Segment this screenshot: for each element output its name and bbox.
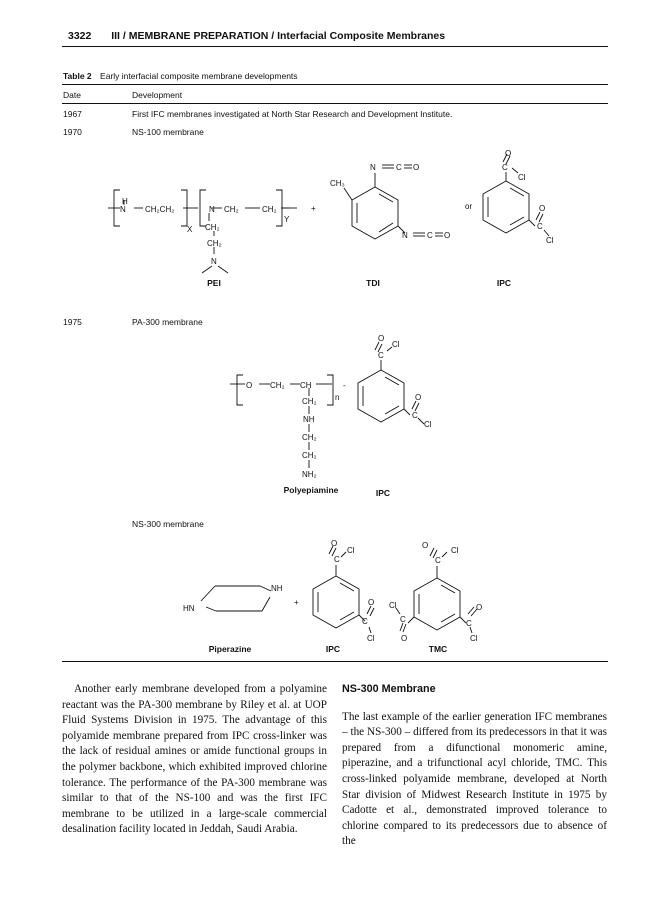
- row-date: 1970: [63, 127, 82, 137]
- row-development: First IFC membranes investigated at North Star Research and Development Institute.: [132, 109, 453, 119]
- body-paragraph: Another early membrane developed from a polyamine reactant was the PA-300 membrane by Riley et al. at UOP Fluid Systems Division in 1975. The advantage of this polyamide membrane prepared from IPC cross-linker was the lack of residual amines or amide functional groups in the polymer backbone, which exhibited improved chlorine tolerance. The performance of the PA-300 membrane was similar to that of the NS-100 and was the first IFC membrane to be utilized in a large-scale commercial desalination facility located in Jeddah, Saudi Arabia.: [62, 683, 327, 836]
- svg-text:CH₂: CH₂: [302, 451, 317, 460]
- pei-label: PEI: [207, 278, 221, 288]
- body-paragraph: The last example of the earlier generation IFC membranes – the NS-300 – differed from its predecessors in that it was prepared from a difunctional monomeric amine, piperazine, and a trifunctional acyl chloride, TMC. This cross-linked polyamide membrane, developed at North Star division of Midwest Research Institute in 1975 by Cadotte et al., demonstrated improved tolerance to chlorine compared to its predecessors due to absence of the: [342, 710, 607, 848]
- ipc-label: IPC: [375, 488, 391, 498]
- svg-text:HN: HN: [183, 604, 195, 613]
- svg-text:C: C: [466, 619, 472, 628]
- right-column: [342, 682, 607, 850]
- svg-text:CH₂: CH₂: [224, 205, 239, 214]
- svg-text:O: O: [444, 231, 451, 240]
- svg-text:Cl: Cl: [470, 634, 478, 643]
- svg-text:N: N: [370, 163, 376, 172]
- svg-text:Cl: Cl: [392, 340, 400, 349]
- left-column: [62, 682, 327, 838]
- tmc-label: TMC: [428, 644, 448, 654]
- svg-text:N: N: [120, 205, 126, 214]
- section-heading: NS-300 Membrane: [342, 683, 436, 695]
- row-development: NS-100 membrane: [132, 127, 204, 137]
- svg-text:N: N: [209, 205, 215, 214]
- tdi-label: TDI: [366, 278, 380, 288]
- svg-text:NH: NH: [303, 415, 315, 424]
- svg-text:C: C: [334, 555, 340, 564]
- svg-text:O: O: [539, 204, 546, 213]
- pei-atom-labels: [120, 197, 290, 266]
- svg-text:N: N: [402, 231, 408, 240]
- table-label: Table 2: [63, 71, 92, 81]
- svg-text:Cl: Cl: [518, 173, 526, 182]
- svg-text:O: O: [401, 634, 408, 643]
- row-date: 1967: [63, 109, 82, 119]
- piperazine-structure: [201, 586, 271, 611]
- col-header-date: Date: [63, 90, 81, 100]
- minus-sign: -: [343, 381, 346, 390]
- tmc-atom-labels: [389, 541, 482, 643]
- svg-text:C: C: [427, 231, 433, 240]
- svg-text:Cl: Cl: [347, 546, 355, 555]
- svg-text:NH: NH: [271, 584, 283, 593]
- svg-text:Cl: Cl: [389, 601, 397, 610]
- row-development: NS-300 membrane: [132, 519, 204, 529]
- svg-text:H: H: [122, 197, 128, 206]
- svg-text:CH: CH: [300, 381, 312, 390]
- running-title: III / MEMBRANE PREPARATION / Interfacial Composite Membranes: [111, 30, 446, 42]
- svg-text:CH₂: CH₂: [270, 381, 285, 390]
- polyepiamine-label: Polyepiamine: [283, 485, 339, 495]
- svg-text:n: n: [335, 393, 340, 402]
- svg-text:NH₂: NH₂: [302, 470, 317, 479]
- svg-text:X: X: [187, 225, 193, 234]
- table-caption-text: Early interfacial composite membrane developments: [100, 71, 298, 81]
- svg-text:O: O: [331, 539, 338, 548]
- svg-text:C: C: [400, 615, 406, 624]
- ipc-label: IPC: [325, 644, 341, 654]
- svg-text:O: O: [415, 393, 422, 402]
- svg-text:N: N: [211, 257, 217, 266]
- page-number: 3322: [68, 30, 92, 42]
- pei-structure: [108, 190, 297, 273]
- svg-text:O: O: [422, 541, 429, 550]
- ipc-label: IPC: [496, 278, 512, 288]
- svg-text:C: C: [412, 411, 418, 420]
- svg-text:C: C: [396, 163, 402, 172]
- piperazine-atom-labels: [183, 584, 283, 613]
- svg-text:Cl: Cl: [367, 634, 375, 643]
- ipc-atom-labels: [378, 334, 432, 429]
- svg-text:O: O: [368, 598, 375, 607]
- table-bottom-rule: [62, 661, 608, 662]
- col-header-development: Development: [132, 90, 183, 100]
- polyepiamine-atom-labels: [246, 381, 339, 479]
- tdi-atom-labels: [330, 163, 450, 240]
- piperazine-label: Piperazine: [208, 644, 252, 654]
- svg-text:Cl: Cl: [424, 420, 432, 429]
- plus-sign: +: [311, 204, 316, 213]
- tdi-structure: [344, 165, 443, 239]
- svg-text:C: C: [378, 351, 384, 360]
- svg-text:Cl: Cl: [451, 546, 459, 555]
- svg-text:CH₂: CH₂: [302, 397, 317, 406]
- svg-text:CH₂: CH₂: [302, 433, 317, 442]
- svg-text:CH₃: CH₃: [330, 179, 345, 188]
- or-text: or: [465, 202, 473, 211]
- svg-text:C: C: [502, 163, 508, 172]
- svg-text:O: O: [505, 149, 512, 158]
- svg-text:C: C: [435, 556, 441, 565]
- row-date: 1975: [63, 317, 82, 327]
- svg-text:CH₂: CH₂: [205, 223, 220, 232]
- svg-text:O: O: [413, 163, 420, 172]
- svg-text:Y: Y: [284, 215, 290, 224]
- row-development: PA-300 membrane: [132, 317, 203, 327]
- svg-text:CH₂: CH₂: [207, 239, 222, 248]
- svg-text:C: C: [537, 222, 543, 231]
- svg-text:Cl: Cl: [546, 236, 554, 245]
- svg-text:CH₂CH₂: CH₂CH₂: [145, 205, 175, 214]
- plus-sign: +: [294, 598, 299, 607]
- svg-text:CH₂: CH₂: [262, 205, 277, 214]
- svg-text:C: C: [362, 617, 368, 626]
- svg-text:O: O: [476, 603, 483, 612]
- svg-text:O: O: [246, 381, 253, 390]
- svg-text:O: O: [378, 334, 385, 343]
